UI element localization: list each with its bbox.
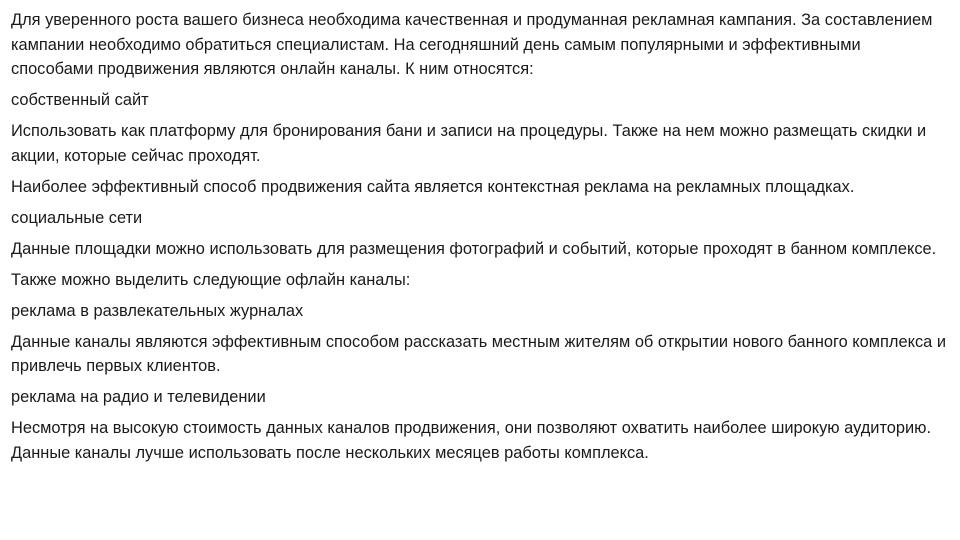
channel-heading-website: собственный сайт xyxy=(11,91,149,109)
website-promotion-paragraph: Наиболее эффективный способ продвижения сайта является контекстная реклама на рекламных площадках. xyxy=(11,177,855,196)
offline-intro-paragraph: Также можно выделить следующие офлайн каналы: xyxy=(11,270,411,289)
intro-paragraph: Для уверенного роста вашего бизнеса необходима качественная и продуманная рекламная кампания. За составлением кампании необходимо обратиться специалистам. На сегодняшний день самым популярными и эффективными способами продвижения являются онлайн каналы. К ним относятся: xyxy=(11,11,933,78)
slide-text-body xyxy=(11,8,946,472)
channel-heading-social: социальные сети xyxy=(11,208,143,227)
channel-heading-radio-tv: реклама на радио и телевидении xyxy=(11,388,266,406)
magazines-usage-paragraph: Данные каналы являются эффективным способом рассказать местным жителям об открытии нового банного комплекса и привлечь первых клиентов. xyxy=(11,332,946,375)
website-usage-paragraph: Использовать как платформу для бронирования бани и записи на процедуры. Также на нем можно размещать скидки и акции, которые сейчас проходят. xyxy=(11,122,927,165)
channel-heading-magazines: реклама в развлекательных журналах xyxy=(11,301,304,320)
social-usage-paragraph: Данные площадки можно использовать для размещения фотографий и событий, которые проходят в банном комплексе. xyxy=(11,239,937,258)
radio-tv-usage-paragraph: Несмотря на высокую стоимость данных каналов продвижения, они позволяют охватить наиболее широкую аудиторию. Данные каналы лучше использовать после нескольких месяцев работы комплекса. xyxy=(11,419,931,462)
